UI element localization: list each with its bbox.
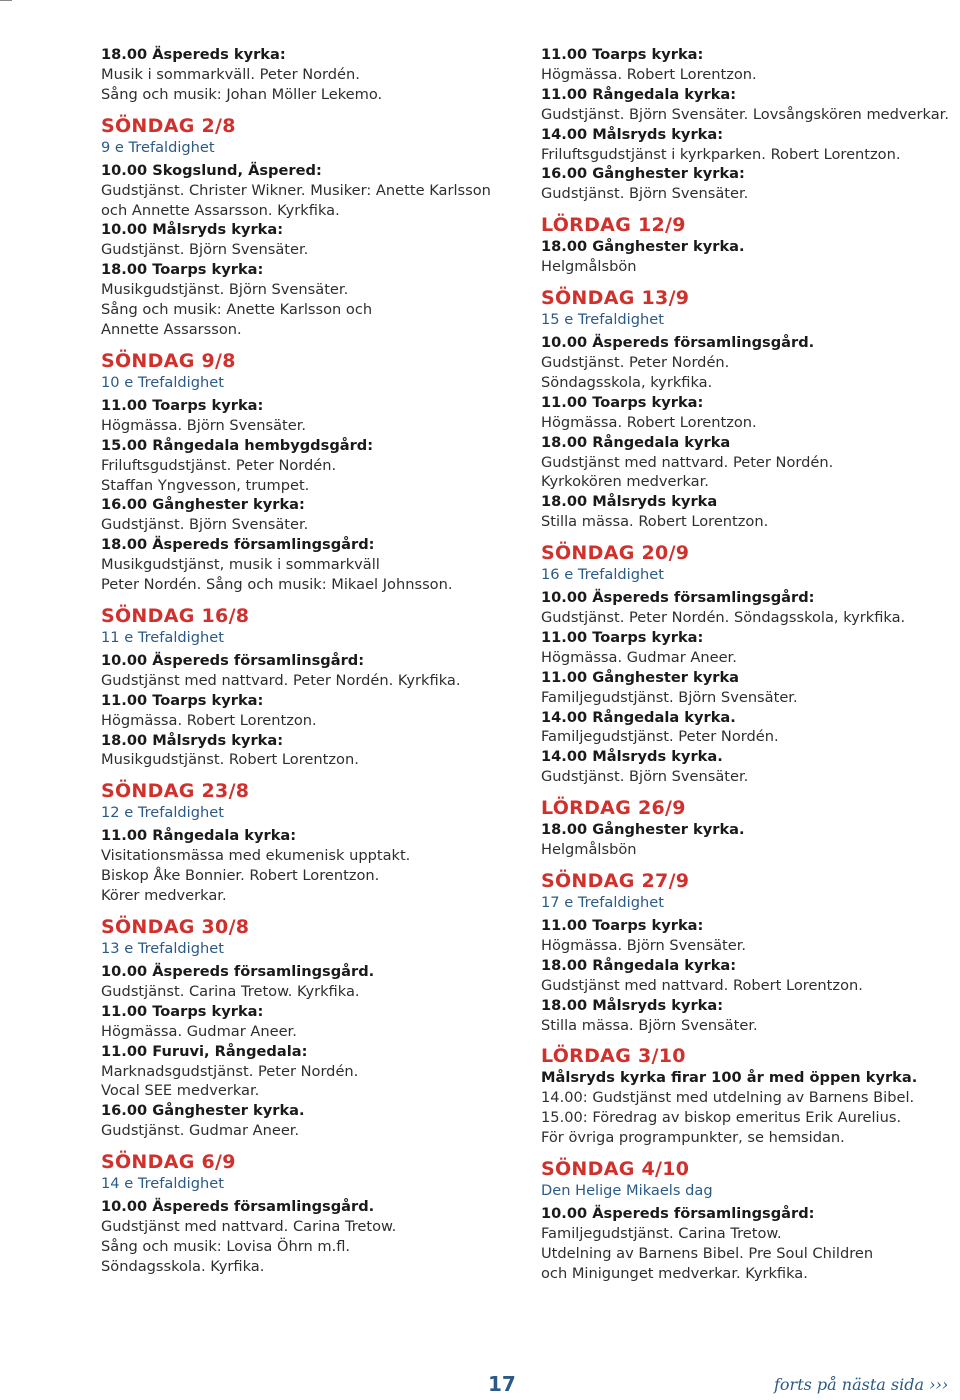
event-detail: Marknadsgudstjänst. Peter Nordén. [101,1062,359,1080]
day-subtitle: 10 e Trefaldighet [101,373,224,391]
event-detail: Högmässa. Robert Lorentzon. [541,65,757,83]
event-detail: Musikgudstjänst. Robert Lorentzon. [101,751,359,769]
day-subtitle: 17 e Trefaldighet [541,894,664,911]
day-heading: SÖNDAG 30/8 [101,916,250,938]
event-heading: 18.00 Målsryds kyrka: [101,731,284,749]
day-subtitle: 9 e Trefaldighet [101,138,215,156]
event-detail: Gudstjänst. Björn Svensäter. Lovsångskören medverkar. [541,105,949,123]
event-detail: Musik i sommarkväll. Peter Nordén. [101,65,360,83]
event-detail: Gudstjänst med nattvard. Peter Nordén. [541,453,834,471]
day-subtitle: 11 e Trefaldighet [101,628,224,646]
event-heading: 11.00 Rångedala kyrka: [541,85,737,103]
event-detail: Högmässa. Gudmar Aneer. [101,1022,297,1040]
event-heading: 11.00 Rångedala kyrka: [101,827,297,845]
event-detail: Kyrkokören medverkar. [541,473,709,491]
event-detail: Gudstjänst. Björn Svensäter. [101,241,309,259]
event-heading: 10.00 Skogslund, Äspered: [101,161,322,179]
day-heading: SÖNDAG 2/8 [101,114,236,137]
day-heading: SÖNDAG 27/9 [541,870,690,892]
event-detail: Staffan Yngvesson, trumpet. [101,476,310,494]
event-heading: 16.00 Gånghester kyrka: [101,496,305,514]
event-heading: 10.00 Äspereds församlingsgård: [541,589,815,607]
event-detail: Gudstjänst. Carina Tretow. Kyrkfika. [101,982,360,1000]
event-heading: 18.00 Toarps kyrka: [101,261,264,279]
event-detail: Gudstjänst. Peter Nordén. [541,353,730,371]
event-heading: 18.00 Äspereds församlingsgård: [101,536,375,554]
event-detail: Biskop Åke Bonnier. Robert Lorentzon. [101,867,380,885]
event-heading: 11.00 Toarps kyrka: [101,396,264,414]
event-heading: 18.00 Gånghester kyrka. [541,238,745,256]
event-detail: Familjegudstjänst. Björn Svensäter. [541,688,798,706]
event-heading: 18.00 Rångedala kyrka [541,433,731,451]
event-heading: 18.00 Målsryds kyrka [541,493,718,511]
event-heading: 10.00 Äspereds församlingsgård. [101,1198,375,1216]
event-detail: Högmässa. Robert Lorentzon. [101,711,317,729]
event-detail: Söndagsskola. Kyrfika. [101,1257,265,1275]
event-detail: 15.00: Föredrag av biskop emeritus Erik Aurelius. [541,1109,902,1127]
day-heading: SÖNDAG 9/8 [101,349,236,372]
event-detail: Gudstjänst. Björn Svensäter. [541,185,749,203]
day-subtitle: 12 e Trefaldighet [101,804,224,822]
event-heading: 11.00 Toarps kyrka: [541,628,704,646]
event-detail: Helgmålsbön [541,841,637,859]
left-column [101,45,511,1277]
right-column [541,45,951,1284]
event-detail: Sång och musik: Anette Karlsson och [101,301,373,319]
day-subtitle: 14 e Trefaldighet [101,1175,224,1193]
event-detail: Visitationsmässa med ekumenisk upptakt. [101,847,411,865]
event-heading: 18.00 Äspereds kyrka: [101,46,286,63]
day-heading: SÖNDAG 4/10 [541,1158,690,1181]
event-detail: Friluftsgudstjänst i kyrkparken. Robert Lorentzon. [541,145,901,163]
event-detail: 14.00: Gudstjänst med utdelning av Barnens Bibel. [541,1089,915,1107]
event-detail: Gudstjänst. Christer Wikner. Musiker: Anette Karlsson [101,181,491,199]
event-heading: 11.00 Toarps kyrka: [541,917,704,934]
event-detail: Stilla mässa. Björn Svensäter. [541,1016,758,1034]
event-detail: och Minigunget medverkar. Kyrkfika. [541,1264,808,1282]
event-detail: Söndagsskola, kyrkfika. [541,373,713,391]
day-heading: LÖRDAG 3/10 [541,1045,686,1068]
event-heading: 14.00 Målsryds kyrka. [541,748,723,766]
event-heading: 10.00 Äspereds församlingsgård. [101,963,375,980]
event-detail: Peter Nordén. Sång och musik: Mikael Johnsson. [101,576,453,594]
event-heading: 18.00 Rångedala kyrka: [541,956,737,974]
event-detail: Utdelning av Barnens Bibel. Pre Soul Children [541,1244,874,1262]
event-detail: Gudstjänst. Gudmar Aneer. [101,1122,300,1140]
event-detail: Körer medverkar. [101,887,227,905]
event-heading: 11.00 Toarps kyrka: [101,1002,264,1020]
event-heading: Målsryds kyrka firar 100 år med öppen kyrka. [541,1069,918,1087]
event-detail: Högmässa. Gudmar Aneer. [541,648,737,666]
event-detail: Helgmålsbön [541,258,637,276]
event-detail: Familjegudstjänst. Peter Nordén. [541,728,779,746]
event-heading: 11.00 Toarps kyrka: [541,393,704,411]
day-subtitle: Den Helige Mikaels dag [541,1182,713,1200]
event-heading: 11.00 Toarps kyrka: [541,46,704,63]
event-heading: 11.00 Furuvi, Rångedala: [101,1042,308,1060]
day-subtitle: 15 e Trefaldighet [541,311,664,329]
event-detail: Högmässa. Björn Svensäter. [101,416,307,434]
event-detail: Högmässa. Robert Lorentzon. [541,413,757,431]
day-subtitle: 16 e Trefaldighet [541,566,664,584]
day-heading: SÖNDAG 20/9 [541,542,690,565]
event-heading: 11.00 Gånghester kyrka [541,668,739,686]
page-number: 17 [488,1372,516,1396]
event-heading: 11.00 Toarps kyrka: [101,691,264,709]
event-detail: Musikgudstjänst. Björn Svensäter. [101,281,349,299]
event-detail: Gudstjänst med nattvard. Peter Nordén. Kyrkfika. [101,671,461,689]
event-detail: Familjegudstjänst. Carina Tretow. [541,1224,782,1242]
event-detail: Sång och musik: Lovisa Öhrn m.fl. [101,1237,351,1255]
event-detail: och Annette Assarsson. Kyrkfika. [101,201,340,219]
event-detail: Gudstjänst med nattvard. Robert Lorentzon. [541,976,863,994]
day-heading: SÖNDAG 6/9 [101,1151,236,1174]
continue-note: forts på nästa sida ››› [774,1375,949,1394]
event-heading: 10.00 Äspereds församlinsgård: [101,651,365,669]
event-detail: Musikgudstjänst, musik i sommarkväll [101,556,380,574]
event-detail: Annette Assarsson. [101,320,242,338]
day-heading: SÖNDAG 16/8 [101,604,250,627]
event-detail: För övriga programpunkter, se hemsidan. [541,1129,845,1147]
day-heading: LÖRDAG 26/9 [541,797,686,820]
event-heading: 10.00 Äspereds församlingsgård: [541,1205,815,1223]
day-subtitle: 13 e Trefaldighet [101,940,224,957]
day-heading: SÖNDAG 13/9 [541,287,690,310]
event-heading: 10.00 Målsryds kyrka: [101,221,284,239]
event-detail: Vocal SEE medverkar. [101,1082,260,1100]
event-heading: 18.00 Gånghester kyrka. [541,821,745,839]
event-detail: Sång och musik: Johan Möller Lekemo. [101,85,383,103]
event-heading: 10.00 Äspereds församlingsgård. [541,334,815,352]
event-detail: Stilla mässa. Robert Lorentzon. [541,513,769,531]
event-heading: 14.00 Målsryds kyrka: [541,125,724,143]
event-detail: Gudstjänst. Björn Svensäter. [101,516,309,534]
crop-mark [0,0,12,1]
day-heading: LÖRDAG 12/9 [541,214,686,237]
event-heading: 16.00 Gånghester kyrka: [541,165,745,183]
event-detail: Friluftsgudstjänst. Peter Nordén. [101,456,337,474]
event-detail: Gudstjänst. Peter Nordén. Söndagsskola, kyrkfika. [541,609,906,627]
event-detail: Gudstjänst. Björn Svensäter. [541,768,749,786]
event-detail: Gudstjänst med nattvard. Carina Tretow. [101,1218,397,1236]
event-heading: 14.00 Rångedala kyrka. [541,708,736,726]
event-heading: 16.00 Gånghester kyrka. [101,1102,305,1120]
event-detail: Högmässa. Björn Svensäter. [541,936,747,954]
event-heading: 18.00 Målsryds kyrka: [541,996,724,1014]
day-heading: SÖNDAG 23/8 [101,780,250,803]
event-heading: 15.00 Rångedala hembygdsgård: [101,436,374,454]
